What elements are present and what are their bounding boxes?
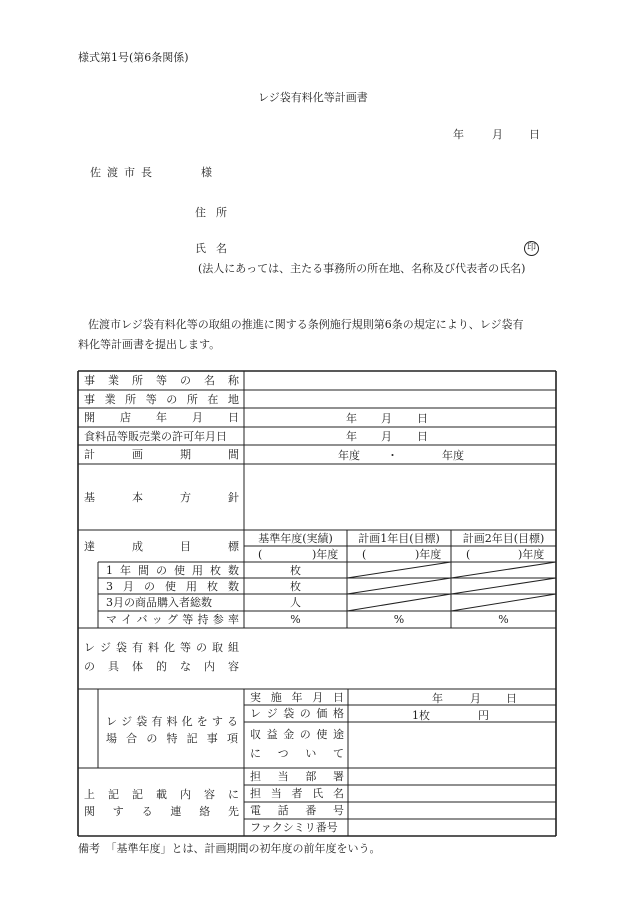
plan-period-start: 年度 xyxy=(338,449,360,462)
contact-person-field[interactable] xyxy=(349,786,555,801)
contact-label-line1: 上 記 記 載 内 容 に xyxy=(84,788,239,801)
basic-policy-field[interactable] xyxy=(245,465,555,529)
target-row-march-usage-label: 3 月 の 使 用 枚 数 xyxy=(106,579,239,593)
impl-date-year: 年 xyxy=(432,692,443,705)
body-text-line1: 佐渡市レジ袋有料化等の取組の推進に関する条例施行規則第6条の規定により、レジ袋有 xyxy=(88,318,524,331)
concrete-content-field[interactable] xyxy=(245,629,555,688)
food-license-day: 日 xyxy=(417,430,428,443)
target-row-annual-usage-unit: 枚 xyxy=(290,563,301,577)
impl-date-label: 実 施 年 月 日 xyxy=(250,690,344,704)
form-number: 様式第1号(第6条関係) xyxy=(78,51,189,64)
target-row-mybag-rate-label: マ イ バ ッ グ 等 持 参 率 xyxy=(106,613,239,626)
addressee-honorific: 様 xyxy=(201,166,212,179)
col-header-plan-year2: 計画2年目(目標) xyxy=(462,531,545,545)
special-notes-label-line1: レ ジ 袋 有 料 化 を す る xyxy=(106,715,238,728)
business-address-field[interactable] xyxy=(245,391,555,407)
contact-person-label: 担 当 者 氏 名 xyxy=(250,787,344,800)
contact-fax-field[interactable] xyxy=(349,820,555,835)
target-row-march-customers-unit: 人 xyxy=(290,596,301,609)
contact-phone-label: 電 話 番 号 xyxy=(250,804,344,817)
base-year-open: ( xyxy=(258,548,263,561)
opening-date-label: 開 店 年 月 日 xyxy=(84,411,239,424)
target-row-mybag-rate-plan1: % xyxy=(393,613,405,626)
revenue-use-field[interactable] xyxy=(349,723,555,767)
plan-period-separator: ・ xyxy=(387,449,398,462)
col-header-plan-year1: 計画1年目(目標) xyxy=(358,531,440,545)
business-name-field[interactable] xyxy=(245,372,555,389)
seal-mark: 印 xyxy=(524,241,539,256)
base-year-close: )年度 xyxy=(312,548,339,561)
food-license-month: 月 xyxy=(381,430,392,443)
business-name-label: 事 業 所 等 の 名 称 xyxy=(84,374,239,387)
corporation-note: (法人にあっては、主たる事務所の所在地、名称及び代表者の氏名) xyxy=(198,262,526,275)
contact-department-field[interactable] xyxy=(349,769,555,784)
name-label: 氏名 xyxy=(195,242,237,255)
plan-period-end: 年度 xyxy=(442,449,464,462)
food-license-year: 年 xyxy=(346,430,357,443)
concrete-content-label-line1: レ ジ 袋 有 料 化 等 の 取 組 xyxy=(84,641,239,654)
revenue-use-label-line1: 収 益 金 の 使 途 xyxy=(250,728,344,741)
date-day-label: 日 xyxy=(529,128,540,141)
bag-price-yen: 円 xyxy=(478,709,489,722)
plan2-year-open: ( xyxy=(466,548,471,561)
body-text-line2: 料化等計画書を提出します。 xyxy=(78,338,221,351)
remark-note: 備考 「基準年度」とは、計画期間の初年度の前年度をいう。 xyxy=(78,842,381,855)
food-license-date-label: 食料品等販売業の許可年月日 xyxy=(84,429,227,443)
bag-price-label: レ ジ 袋 の 価 格 xyxy=(250,707,344,720)
opening-date-day: 日 xyxy=(417,412,428,425)
address-label: 住所 xyxy=(195,206,237,219)
targets-label: 達 成 目 標 xyxy=(84,539,239,553)
impl-date-month: 月 xyxy=(470,692,481,705)
col-header-base-year: 基準年度(実績) xyxy=(258,531,333,545)
impl-date-day: 日 xyxy=(506,692,517,705)
plan-period-label: 計 画 期 間 xyxy=(84,448,239,461)
date-year-label: 年 xyxy=(453,128,464,141)
target-row-mybag-rate-base: % xyxy=(290,613,301,626)
concrete-content-label-line2: の 具 体 的 な 内 容 xyxy=(84,660,239,673)
opening-date-year: 年 xyxy=(346,412,357,425)
target-row-march-customers-label: 3月の商品購入者総数 xyxy=(106,596,212,609)
plan2-year-close: )年度 xyxy=(518,548,545,561)
contact-label-line2: 関 す る 連 絡 先 xyxy=(84,805,239,818)
bag-price-count: 1枚 xyxy=(412,709,430,722)
contact-fax-label: ファクシミリ番号 xyxy=(250,821,338,834)
target-row-march-usage-unit: 枚 xyxy=(290,579,301,593)
revenue-use-label-line2: に つ い て xyxy=(250,747,344,760)
basic-policy-label: 基 本 方 針 xyxy=(84,490,239,504)
contact-department-label: 担 当 部 署 xyxy=(250,770,344,783)
target-row-mybag-rate-plan2: % xyxy=(498,613,509,626)
contact-phone-field[interactable] xyxy=(349,803,555,818)
plan1-year-open: ( xyxy=(362,548,367,561)
document-title: レジ袋有料化等計画書 xyxy=(258,91,368,104)
business-address-label: 事 業 所 等 の 所 在 地 xyxy=(84,392,239,406)
special-notes-label-line2: 場 合 の 特 記 事 項 xyxy=(106,732,238,745)
plan1-year-close: )年度 xyxy=(415,548,442,561)
addressee-name: 佐渡市長 xyxy=(90,166,158,179)
opening-date-month: 月 xyxy=(381,412,392,425)
date-month-label: 月 xyxy=(492,128,503,141)
target-row-annual-usage-label: 1 年 間 の 使 用 枚 数 xyxy=(106,563,239,577)
